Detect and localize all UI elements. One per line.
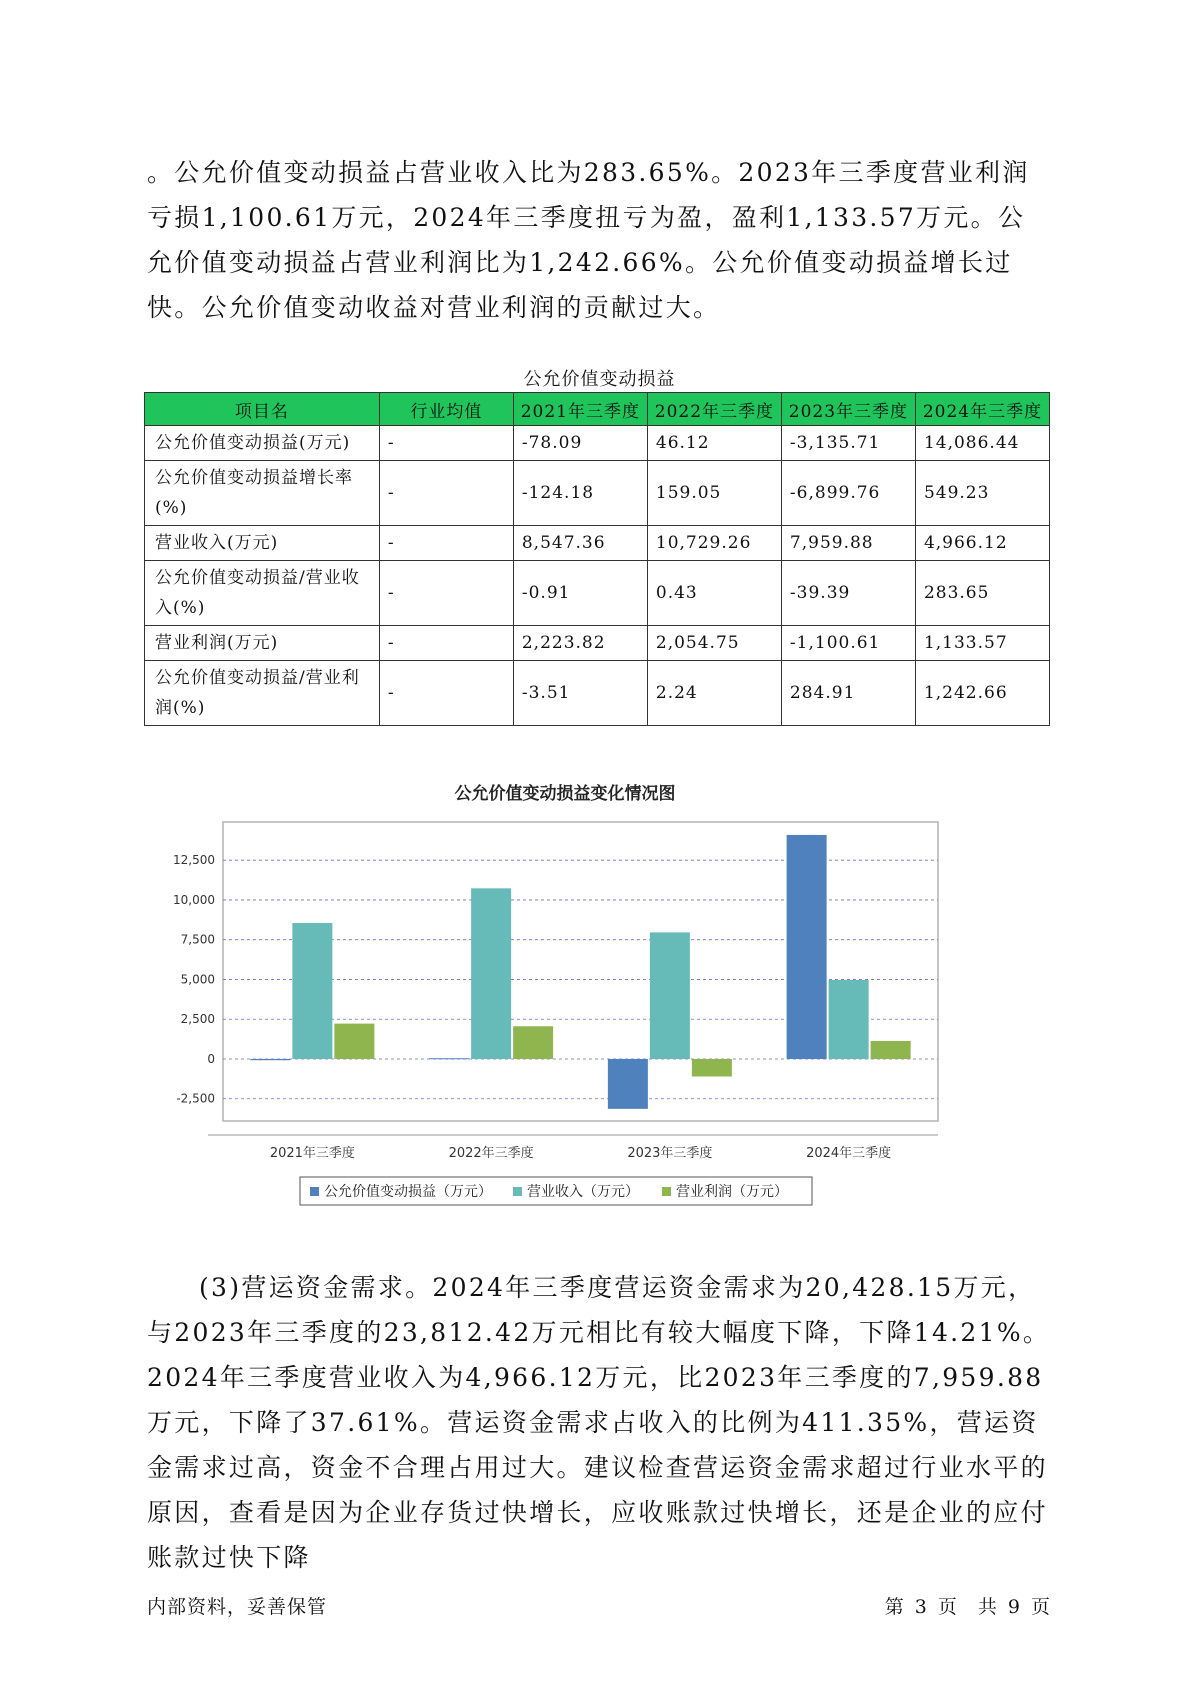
legend-swatch: [310, 1187, 319, 1196]
bar: [334, 1024, 374, 1059]
cell-2023q3: -6,899.76: [781, 461, 915, 526]
page-current: 3: [914, 1596, 928, 1618]
bar: [829, 980, 869, 1059]
header-2022q3: 2022年三季度: [647, 393, 781, 426]
y-tick-label: 2,500: [180, 1012, 215, 1027]
bar: [692, 1059, 732, 1077]
row-name: 营业利润(万元): [145, 626, 380, 661]
bar: [429, 1058, 469, 1059]
cell-industry-avg: -: [379, 526, 513, 561]
row-name: 公允价值变动损益/营业利润(%): [145, 661, 380, 726]
legend-label: 公允价值变动损益（万元）: [324, 1184, 492, 1200]
table-header-row: [145, 393, 1050, 426]
x-tick-label: 2022年三季度: [448, 1146, 534, 1161]
bar: [292, 923, 332, 1059]
total-prefix: 共: [977, 1596, 998, 1618]
bar: [787, 835, 827, 1059]
bar: [650, 932, 690, 1059]
cell-2021q3: 2,223.82: [513, 626, 647, 661]
y-tick-label: 0: [207, 1051, 215, 1066]
cell-2024q3: 549.23: [915, 461, 1049, 526]
cell-2021q3: -0.91: [513, 561, 647, 626]
paragraph-fair-value: [147, 150, 1052, 330]
y-tick-label: 12,500: [173, 853, 215, 868]
bar: [871, 1041, 911, 1059]
legend-swatch: [513, 1187, 522, 1196]
chart-title: 公允价值变动损益变化情况图: [454, 784, 676, 804]
page-total: 9: [1007, 1596, 1021, 1618]
cell-2024q3: 14,086.44: [915, 426, 1049, 461]
cell-2023q3: -3,135.71: [781, 426, 915, 461]
cell-2023q3: -39.39: [781, 561, 915, 626]
table-row: [145, 561, 1050, 626]
row-name: 公允价值变动损益(万元): [145, 426, 380, 461]
header-2021q3: 2021年三季度: [513, 393, 647, 426]
cell-2022q3: 2,054.75: [647, 626, 781, 661]
y-tick-label: 7,500: [180, 932, 215, 947]
bar: [250, 1059, 290, 1060]
table-row: [145, 526, 1050, 561]
paragraph-text: (3)营运资金需求。2024年三季度营运资金需求为20,428.15万元，与2023年三季度的23,812.42万元相比有较大幅度下降，下降14.21%。2024年三季度营业收入为4,966.12万元，比2023年三季度的7,959.88万元，下降了37.61%。营运资金需求占收入的比例为411.35%，营运资金需求过高，资金不合理占用过大。建议检查营运资金需求超过行业水平的原因，查看是因为企业存货过快增长，应收账款过快增长，还是企业的应付账款过快下降: [147, 1273, 1051, 1572]
cell-2021q3: 8,547.36: [513, 526, 647, 561]
y-tick-label: -2,500: [176, 1091, 215, 1106]
cell-industry-avg: -: [379, 426, 513, 461]
table-row: [145, 661, 1050, 726]
paragraph-working-capital: [147, 1265, 1052, 1580]
table-title: 公允价值变动损益: [523, 369, 676, 390]
cell-2023q3: 7,959.88: [781, 526, 915, 561]
table-row: [145, 461, 1050, 526]
cell-industry-avg: -: [379, 661, 513, 726]
bar: [608, 1059, 648, 1109]
cell-2023q3: 284.91: [781, 661, 915, 726]
cell-industry-avg: -: [379, 561, 513, 626]
row-name: 公允价值变动损益/营业收入(%): [145, 561, 380, 626]
cell-2021q3: -124.18: [513, 461, 647, 526]
cell-2024q3: 1,242.66: [915, 661, 1049, 726]
cell-2022q3: 10,729.26: [647, 526, 781, 561]
fair-value-chart: [160, 775, 1040, 1230]
header-industry-avg: 行业均值: [379, 393, 513, 426]
cell-2023q3: -1,100.61: [781, 626, 915, 661]
x-tick-label: 2023年三季度: [627, 1146, 713, 1161]
cell-2024q3: 1,133.57: [915, 626, 1049, 661]
header-2024q3: 2024年三季度: [915, 393, 1049, 426]
header-item-name: 项目名: [145, 393, 380, 426]
cell-2021q3: -78.09: [513, 426, 647, 461]
cell-2022q3: 46.12: [647, 426, 781, 461]
cell-industry-avg: -: [379, 626, 513, 661]
cell-2022q3: 2.24: [647, 661, 781, 726]
fair-value-table: [144, 392, 1050, 726]
cell-2021q3: -3.51: [513, 661, 647, 726]
y-tick-label: 10,000: [173, 892, 215, 907]
bar: [471, 888, 511, 1059]
cell-industry-avg: -: [379, 461, 513, 526]
legend-swatch: [662, 1187, 671, 1196]
table-row: [145, 426, 1050, 461]
cell-2024q3: 283.65: [915, 561, 1049, 626]
table-row: [145, 626, 1050, 661]
legend-label: 营业利润（万元）: [676, 1184, 788, 1200]
cell-2022q3: 159.05: [647, 461, 781, 526]
page-mid: 页: [937, 1596, 958, 1618]
footer-note: 内部资料，妥善保管: [147, 1596, 328, 1618]
page-suffix: 页: [1030, 1596, 1051, 1618]
page-prefix: 第: [884, 1596, 905, 1618]
cell-2024q3: 4,966.12: [915, 526, 1049, 561]
legend-label: 营业收入（万元）: [527, 1184, 639, 1200]
row-name: 公允价值变动损益增长率(%): [145, 461, 380, 526]
x-tick-label: 2021年三季度: [269, 1146, 355, 1161]
y-tick-label: 5,000: [180, 972, 215, 987]
x-tick-label: 2024年三季度: [806, 1146, 892, 1161]
page-indicator: [885, 1592, 1051, 1619]
paragraph-text: 。公允价值变动损益占营业收入比为283.65%。2023年三季度营业利润亏损1,100.61万元，2024年三季度扭亏为盈，盈利1,133.57万元。公允价值变动损益占营业利润比为1,242.66%。公允价值变动损益增长过快。公允价值变动收益对营业利润的贡献过大。: [147, 158, 1030, 322]
bar: [513, 1026, 553, 1059]
cell-2022q3: 0.43: [647, 561, 781, 626]
row-name: 营业收入(万元): [145, 526, 380, 561]
header-2023q3: 2023年三季度: [781, 393, 915, 426]
